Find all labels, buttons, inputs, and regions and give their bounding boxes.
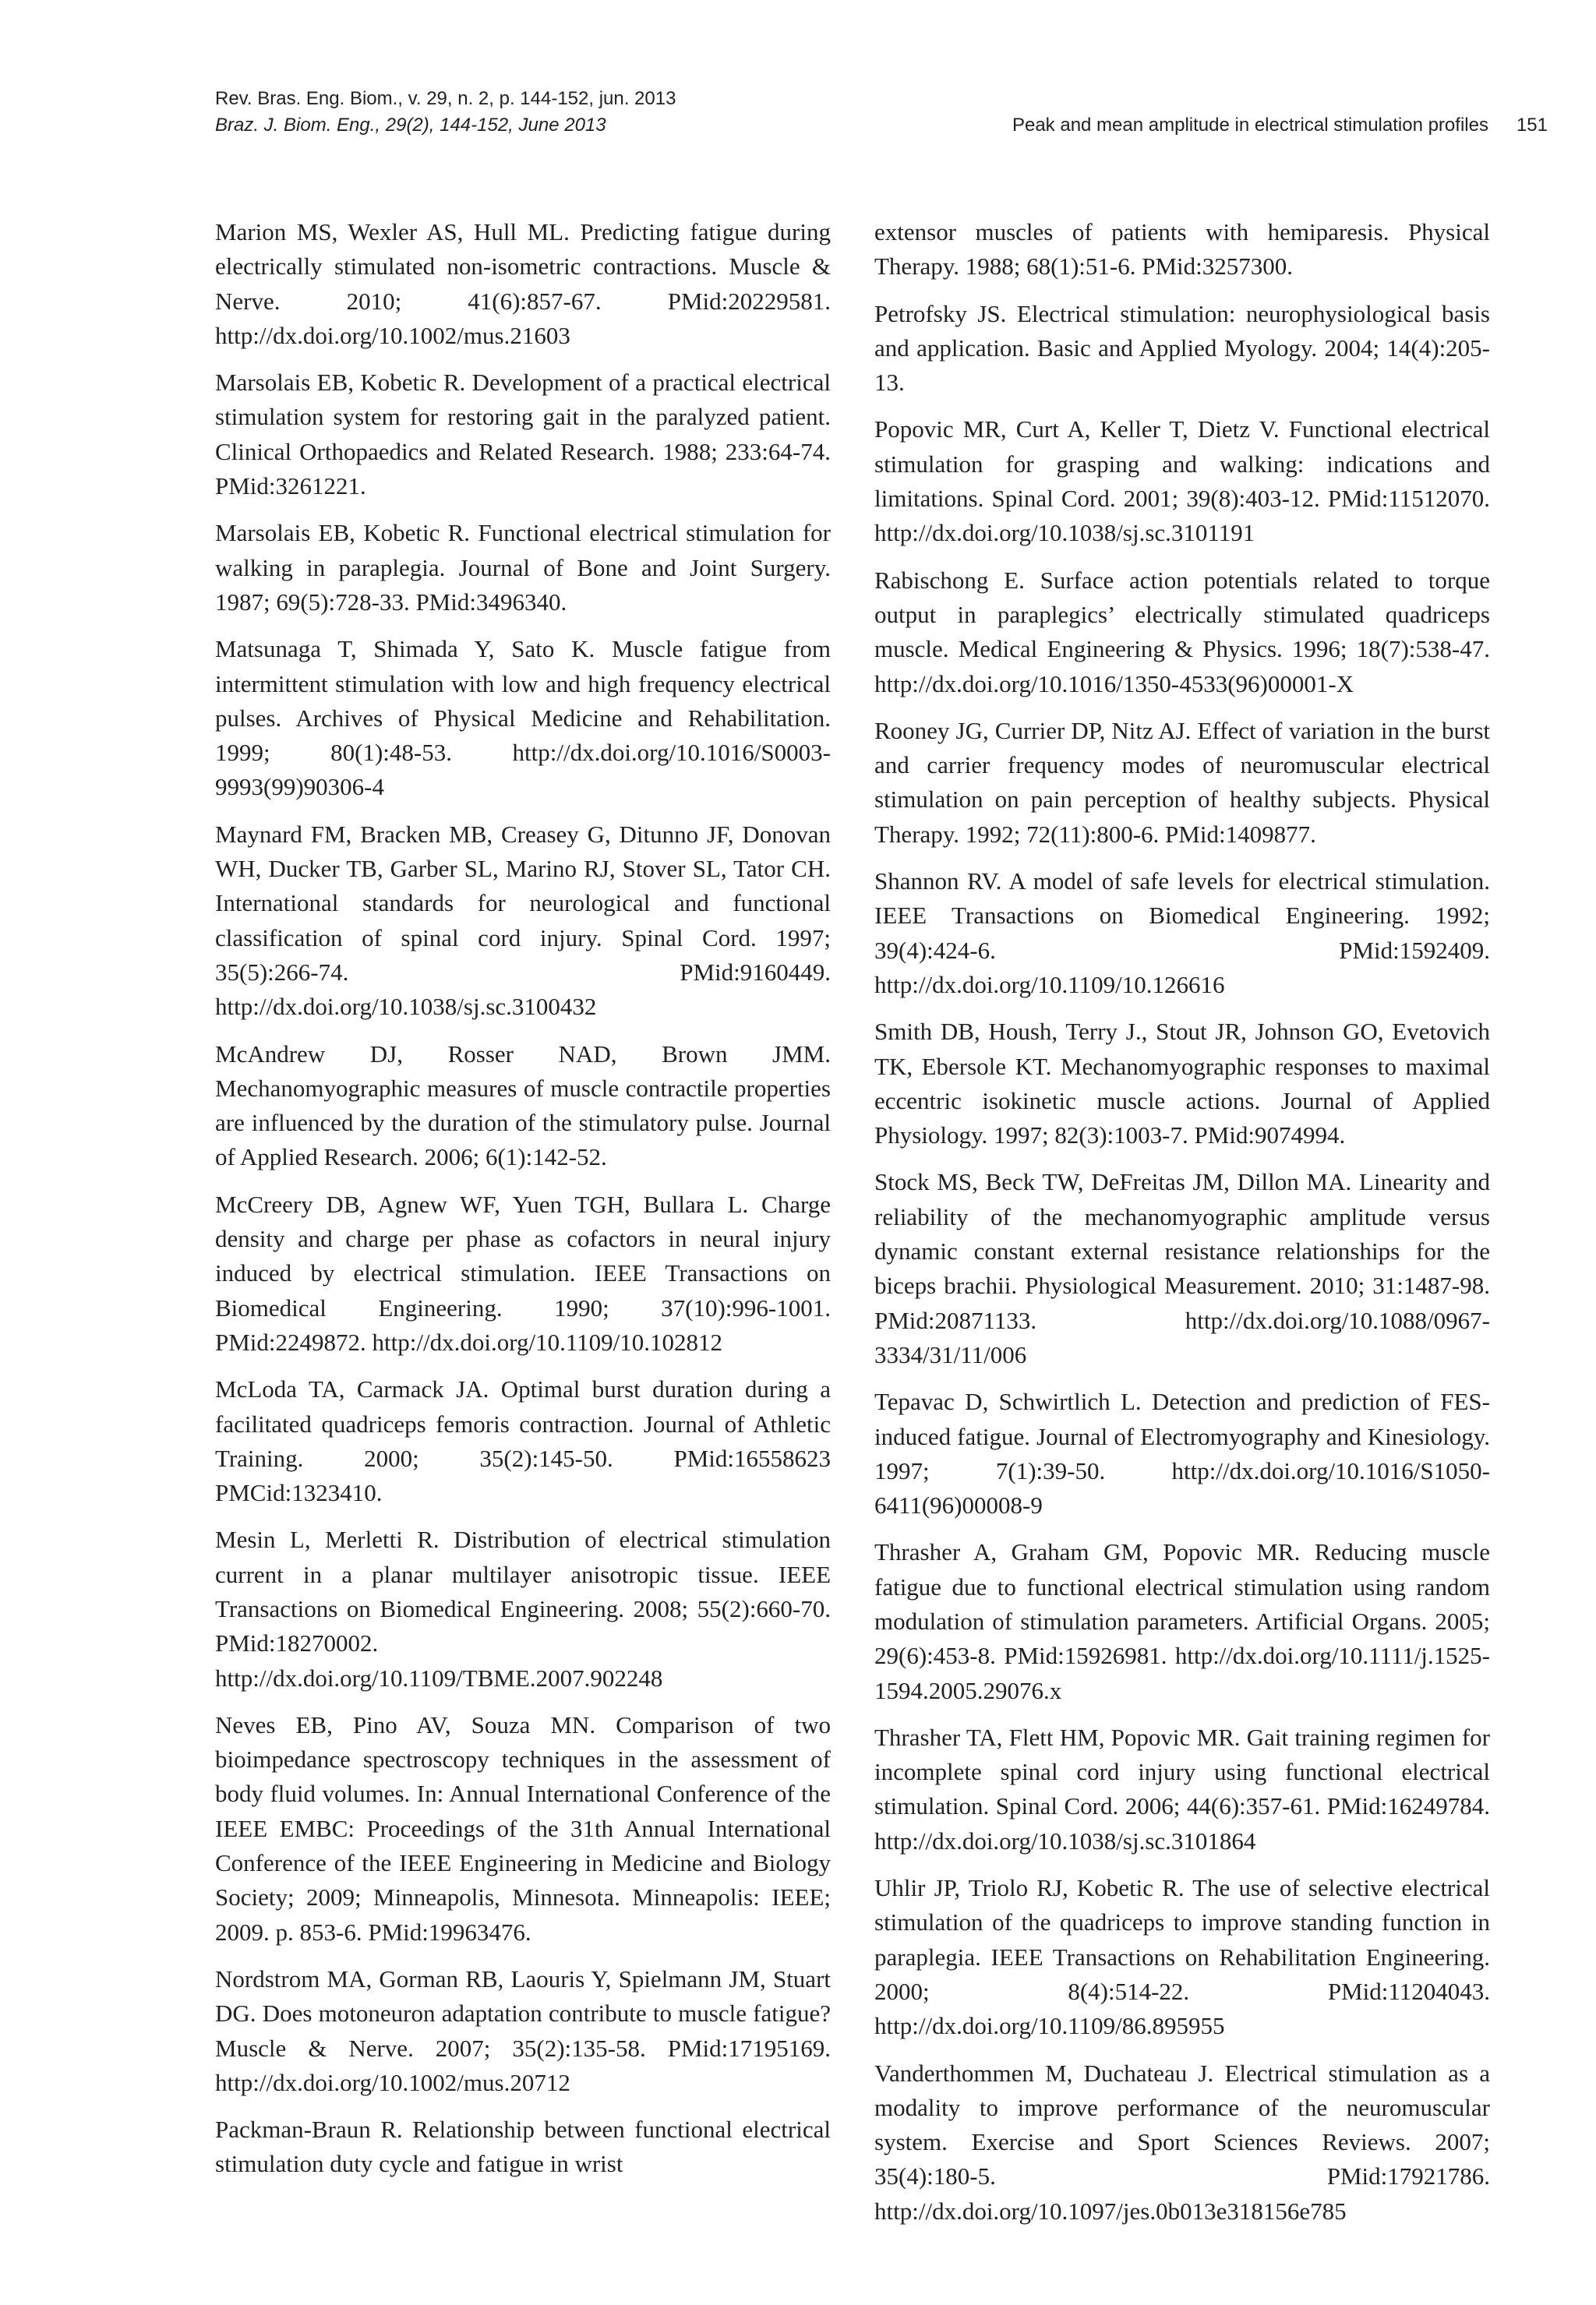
reference-entry: Neves EB, Pino AV, Souza MN. Comparison of two bioimpedance spectroscopy techniques in the assessment of body fluid volumes. In: Annual International Conference of the IEEE EMBC: Proceedings of the 31th Annual International Conference of the IEEE Engineering in Medicine and Biology Society; 2009; Minneapolis, Minnesota. Minneapolis: IEEE; 2009. p. 853-6. PMid:19963476. xyxy=(215,1710,831,1946)
journal-citation-header xyxy=(215,86,676,139)
reference-entry: Thrasher TA, Flett HM, Popovic MR. Gait training regimen for incomplete spinal cord injury using functional electrical stimulation. Spinal Cord. 2006; 44(6):357-61. PMid:16249784. http://dx.doi.org/10.1038/sj.sc.3101864 xyxy=(874,1723,1490,1855)
running-header xyxy=(1012,112,1548,139)
reference-entry: Popovic MR, Curt A, Keller T, Dietz V. Functional electrical stimulation for grasping and walking: indications and limitations. Spinal Cord. 2001; 39(8):403-12. PMid:11512070. http://dx.doi.org/10.1038/sj.sc.3101191 xyxy=(874,415,1490,547)
reference-entry: Uhlir JP, Triolo RJ, Kobetic R. The use of selective electrical stimulation of the quadriceps to improve standing function in paraplegia. IEEE Transactions on Rehabilitation Engineering. 2000; 8(4):514-22. PMid:11204043. http://dx.doi.org/10.1109/86.895955 xyxy=(874,1874,1490,2040)
reference-entry: Rooney JG, Currier DP, Nitz AJ. Effect of variation in the burst and carrier frequency modes of neuromuscular electrical stimulation on pain perception of healthy subjects. Physical Therapy. 1992; 72(11):800-6. PMid:1409877. xyxy=(874,716,1490,848)
reference-entry: Marsolais EB, Kobetic R. Development of a practical electrical stimulation system for restoring gait in the paralyzed patient. Clinical Orthopaedics and Related Research. 1988; 233:64-74. PMid:3261221. xyxy=(215,369,831,500)
reference-entry: Mesin L, Merletti R. Distribution of electrical stimulation current in a planar multilayer anisotropic tissue. IEEE Transactions on Biomedical Engineering. 2008; 55(2):660-70. PMid:18270002. http://dx.doi.org/10.1109/TBME.2007.902248 xyxy=(215,1526,831,1692)
running-title: Peak and mean amplitude in electrical stimulation profiles xyxy=(1012,115,1488,136)
reference-entry: Thrasher A, Graham GM, Popovic MR. Reducing muscle fatigue due to functional electrical stimulation using random modulation of stimulation parameters. Artificial Organs. 2005; 29(6):453-8. PMid:15926981. http://dx.doi.org/10.1111/j.1525-1594.2005.29076.x xyxy=(874,1538,1490,1704)
reference-entry: Matsunaga T, Shimada Y, Sato K. Muscle fatigue from intermittent stimulation with low and high frequency electrical pulses. Archives of Physical Medicine and Rehabilitation. 1999; 80(1):48-53. http://dx.doi.org/10.1016/S0003-9993(99)90306-4 xyxy=(215,635,831,801)
reference-entry: Petrofsky JS. Electrical stimulation: neurophysiological basis and application. Basic and Applied Myology. 2004; 14(4):205-13. xyxy=(874,299,1490,397)
reference-entry: Packman-Braun R. Relationship between functional electrical stimulation duty cycle and fatigue in wrist xyxy=(215,2116,831,2178)
reference-entry: Tepavac D, Schwirtlich L. Detection and prediction of FES-induced fatigue. Journal of Electromyography and Kinesiology. 1997; 7(1):39-50. http://dx.doi.org/10.1016/S1050-6411(96)00008-9 xyxy=(874,1388,1490,1520)
reference-entry: Marion MS, Wexler AS, Hull ML. Predicting fatigue during electrically stimulated non-isometric contractions. Muscle & Nerve. 2010; 41(6):857-67. PMid:20229581. http://dx.doi.org/10.1002/mus.21603 xyxy=(215,218,831,349)
reference-entry: Stock MS, Beck TW, DeFreitas JM, Dillon MA. Linearity and reliability of the mechanomyographic amplitude versus dynamic constant external resistance relationships for the biceps brachii. Physiological Measurement. 2010; 31:1487-98. PMid:20871133. http://dx.doi.org/10.1088/0967-3334/31/11/006 xyxy=(874,1168,1490,1368)
reference-entry: Rabischong E. Surface action potentials related to torque output in paraplegics’ electrically stimulated quadriceps muscle. Medical Engineering & Physics. 1996; 18(7):538-47. http://dx.doi.org/10.1016/1350-4533(96)00001-X xyxy=(874,566,1490,697)
reference-entry: McLoda TA, Carmack JA. Optimal burst duration during a facilitated quadriceps femoris contraction. Journal of Athletic Training. 2000; 35(2):145-50. PMid:16558623 PMCid:1323410. xyxy=(215,1375,831,1507)
reference-entry: Nordstrom MA, Gorman RB, Laouris Y, Spielmann JM, Stuart DG. Does motoneuron adaptation contribute to muscle fatigue? Muscle & Nerve. 2007; 35(2):135-58. PMid:17195169. http://dx.doi.org/10.1002/mus.20712 xyxy=(215,1964,831,2096)
reference-entry: McAndrew DJ, Rosser NAD, Brown JMM. Mechanomyographic measures of muscle contractile properties are influenced by the duration of the stimulatory pulse. Journal of Applied Research. 2006; 6(1):142-52. xyxy=(215,1040,831,1171)
reference-entry: Maynard FM, Bracken MB, Creasey G, Ditunno JF, Donovan WH, Ducker TB, Garber SL, Marino RJ, Stover SL, Tator CH. International standards for neurological and functional classification of spinal cord injury. Spinal Cord. 1997; 35(5):266-74. PMid:9160449. http://dx.doi.org/10.1038/sj.sc.3100432 xyxy=(215,820,831,1021)
journal-line-english: Braz. J. Biom. Eng., 29(2), 144-152, June 2013 xyxy=(215,115,606,136)
references-column-left xyxy=(215,215,831,2194)
reference-entry: Marsolais EB, Kobetic R. Functional electrical stimulation for walking in paraplegia. Journal of Bone and Joint Surgery. 1987; 69(5):728-33. PMid:3496340. xyxy=(215,519,831,616)
reference-entry: Vanderthommen M, Duchateau J. Electrical stimulation as a modality to improve performance of the neuromuscular system. Exercise and Sport Sciences Reviews. 2007; 35(4):180-5. PMid:17921786. http://dx.doi.org/10.1097/jes.0b013e318156e785 xyxy=(874,2059,1490,2225)
page-number: 151 xyxy=(1516,115,1548,136)
reference-entry: McCreery DB, Agnew WF, Yuen TGH, Bullara L. Charge density and charge per phase as cofactors in neural injury induced by electrical stimulation. IEEE Transactions on Biomedical Engineering. 1990; 37(10):996-1001. PMid:2249872. http://dx.doi.org/10.1109/10.102812 xyxy=(215,1190,831,1356)
reference-entry: Smith DB, Housh, Terry J., Stout JR, Johnson GO, Evetovich TK, Ebersole KT. Mechanomyographic responses to maximal eccentric isokinetic muscle actions. Journal of Applied Physiology. 1997; 82(3):1003-7. PMid:9074994. xyxy=(874,1018,1490,1149)
reference-entry: extensor muscles of patients with hemiparesis. Physical Therapy. 1988; 68(1):51-6. PMid:3257300. xyxy=(874,218,1490,281)
reference-entry: Shannon RV. A model of safe levels for electrical stimulation. IEEE Transactions on Biomedical Engineering. 1992; 39(4):424-6. PMid:1592409. http://dx.doi.org/10.1109/10.126616 xyxy=(874,867,1490,998)
journal-line-portuguese: Rev. Bras. Eng. Biom., v. 29, n. 2, p. 144-152, jun. 2013 xyxy=(215,88,676,109)
references-column-right xyxy=(874,215,1490,2241)
